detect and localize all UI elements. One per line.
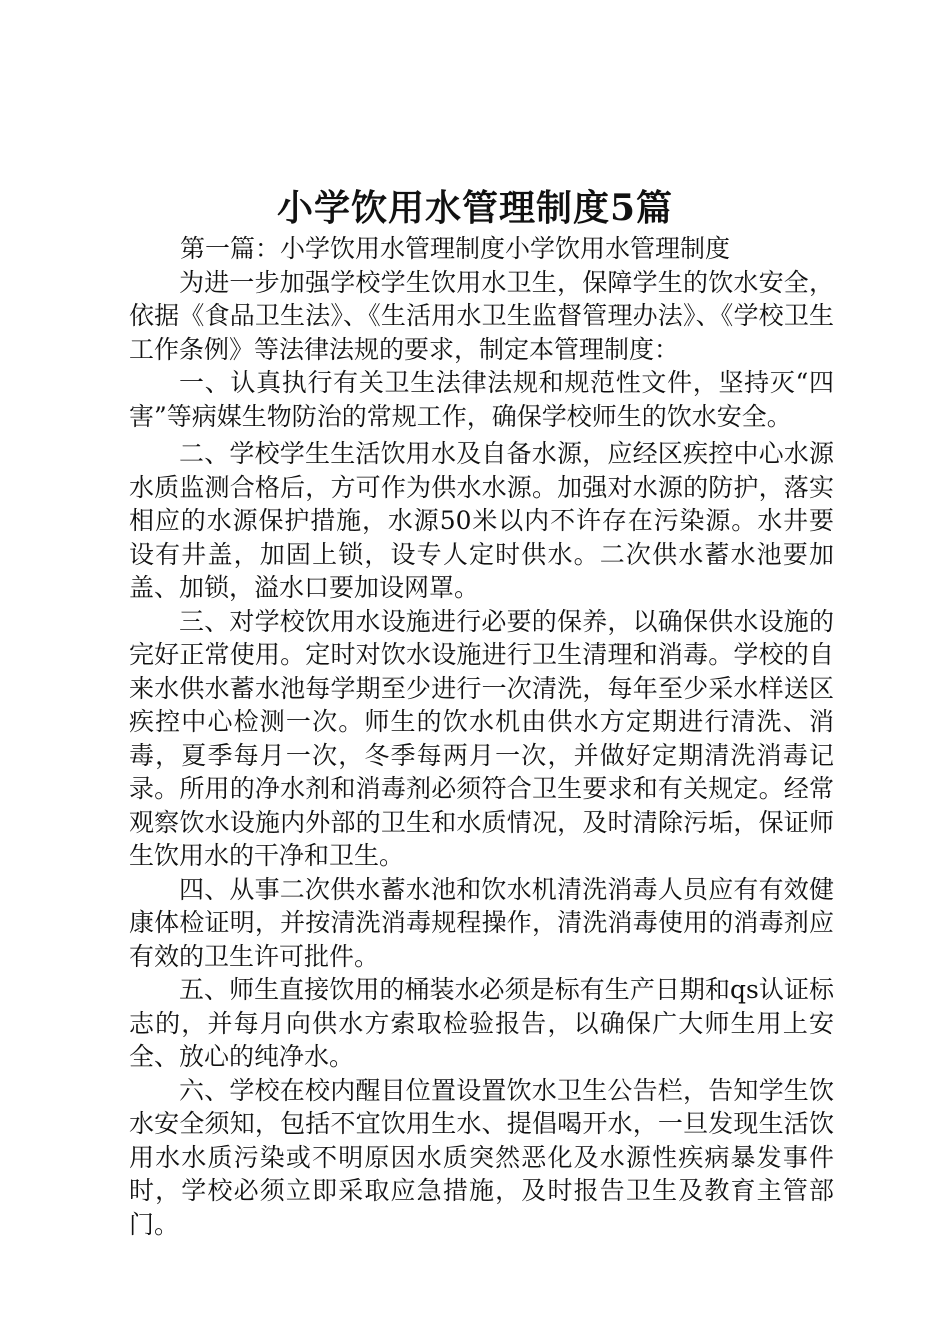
paragraph-intro: 为进一步加强学校学生饮用水卫生，保障学生的饮水安全，依据《食品卫生法》、《生活用水卫生监督管理办法》、《学校卫生工作条例》等法律法规的要求，制定本管理制度： bbox=[129, 267, 834, 364]
paragraph-rule-1: 一、认真执行有关卫生法律法规和规范性文件，坚持灭“四害”等病媒生物防治的常规工作，确保学校师生的饮水安全。 bbox=[129, 368, 834, 431]
paragraph-rule-6: 六、学校在校内醒目位置设置饮水卫生公告栏，告知学生饮水安全须知，包括不宜饮用生水、提倡喝开水，一旦发现生活饮用水水质污染或不明原因水质突然恶化及水源性疾病暴发事件时，学校必须立即采取应急措施，及时报告卫生及教育主管部门。 bbox=[129, 1075, 834, 1239]
paragraph-rule-5: 五、师生直接饮用的桶装水必须是标有生产日期和qs认证标志的，并每月向供水方索取检验报告，以确保广大师生用上安全、放心的纯净水。 bbox=[129, 975, 834, 1071]
paragraph-section-heading: 第一篇：小学饮用水管理制度小学饮用水管理制度 bbox=[180, 234, 731, 263]
document-title: 小学饮用水管理制度5篇 bbox=[276, 187, 674, 229]
paragraph-rule-3: 三、对学校饮用水设施进行必要的保养，以确保供水设施的完好正常使用。定时对饮水设施进行卫生清理和消毒。学校的自来水供水蓄水池每学期至少进行一次清洗，每年至少采水样送区疾控中心检测一次。师生的饮水机由供水方定期进行清洗、消毒，夏季每月一次，冬季每两月一次，并做好定期清洗消毒记录。所用的净水剂和消毒剂必须符合卫生要求和有关规定。经常观察饮水设施内外部的卫生和水质情况，及时清除污垢，保证师生饮用水的干净和卫生。 bbox=[129, 606, 834, 870]
paragraph-rule-2: 二、学校学生生活饮用水及自备水源，应经区疾控中心水源水质监测合格后，方可作为供水水源。加强对水源的防护，落实相应的水源保护措施，水源50米以内不许存在污染源。水井要设有井盖，加固上锁，设专人定时供水。二次供水蓄水池要加盖、加锁，溢水口要加设网罩。 bbox=[129, 439, 834, 602]
paragraph-rule-4: 四、从事二次供水蓄水池和饮水机清洗消毒人员应有有效健康体检证明，并按清洗消毒规程操作，清洗消毒使用的消毒剂应有效的卫生许可批件。 bbox=[129, 874, 834, 971]
document-body bbox=[129, 232, 834, 1241]
